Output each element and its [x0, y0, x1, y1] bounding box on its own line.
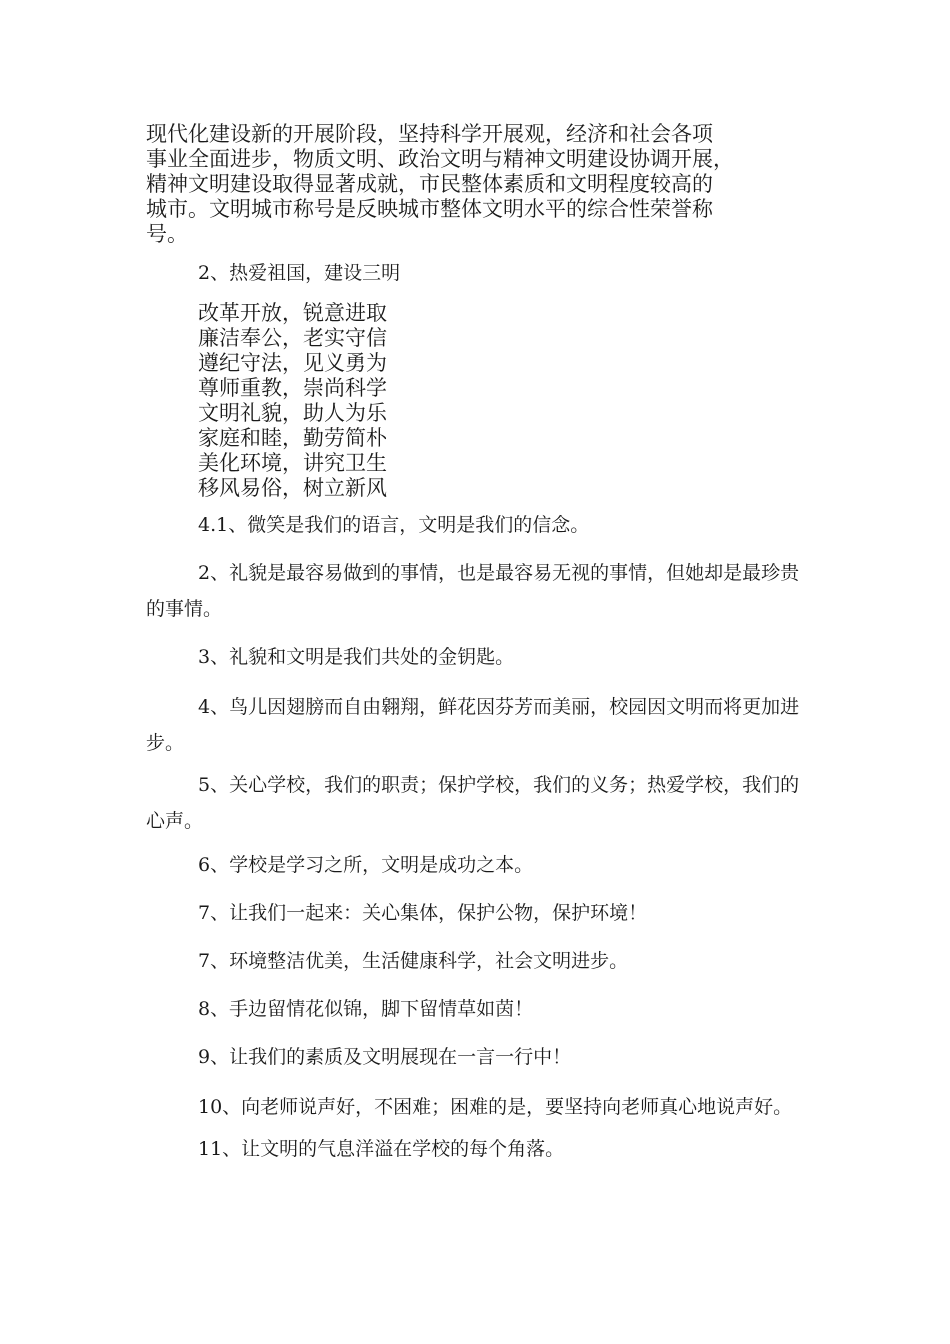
- slogan-paragraph: 9、让我们的素质及文明展现在一言一行中！: [198, 1046, 572, 1068]
- intro-paragraph: [146, 122, 814, 247]
- verse-line: 美化环境，讲究卫生: [198, 451, 387, 475]
- verse-line: 文明礼貌，助人为乐: [198, 401, 387, 425]
- slogan-paragraph: 7、让我们一起来：关心集体，保护公物，保护环境！: [198, 902, 648, 924]
- intro-line: 现代化建设新的开展阶段，坚持科学开展观，经济和社会各项: [146, 122, 713, 146]
- verse-list: [198, 301, 814, 501]
- verse-line: 尊师重教，崇尚科学: [198, 376, 387, 400]
- intro-line: 城市。文明城市称号是反映城市整体文明水平的综合性荣誉称: [146, 197, 713, 221]
- slogan-paragraph: 2、礼貌是最容易做到的事情，也是最容易无视的事情，但她却是最珍贵的事情。: [146, 562, 800, 620]
- section-heading: 2、热爱祖国，建设三明: [198, 262, 401, 284]
- verse-line: 改革开放，锐意进取: [198, 301, 387, 325]
- verse-line: 廉洁奉公，老实守信: [198, 326, 387, 350]
- slogan-paragraph: 6、学校是学习之所，文明是成功之本。: [198, 854, 534, 876]
- slogan-paragraph: 4、鸟儿因翅膀而自由翱翔，鲜花因芬芳而美丽，校园因文明而将更加进步。: [146, 696, 800, 754]
- verse-line: 移风易俗，树立新风: [198, 476, 387, 500]
- verse-line: 遵纪守法，见义勇为: [198, 351, 387, 375]
- intro-line: 号。: [146, 222, 188, 246]
- slogan-paragraph: 5、关心学校，我们的职责；保护学校，我们的义务；热爱学校，我们的心声。: [146, 774, 800, 832]
- document-page: [146, 122, 814, 1167]
- verse-line: 家庭和睦，勤劳简朴: [198, 426, 387, 450]
- slogan-paragraph: 11、让文明的气息洋溢在学校的每个角落。: [198, 1138, 565, 1160]
- slogan-paragraph: 8、手边留情花似锦，脚下留情草如茵！: [198, 998, 534, 1020]
- intro-line: 事业全面进步，物质文明、政治文明与精神文明建设协调开展，: [146, 147, 734, 171]
- intro-line: 精神文明建设取得显著成就，市民整体素质和文明程度较高的: [146, 172, 713, 196]
- slogan-paragraph: 3、礼貌和文明是我们共处的金钥匙。: [198, 646, 515, 668]
- slogan-paragraph: 10、向老师说声好，不困难；困难的是，要坚持向老师真心地说声好。: [198, 1096, 793, 1118]
- slogan-paragraph: 7、环境整洁优美，生活健康科学，社会文明进步。: [198, 950, 629, 972]
- slogan-paragraph: 4.1、微笑是我们的语言，文明是我们的信念。: [198, 514, 590, 536]
